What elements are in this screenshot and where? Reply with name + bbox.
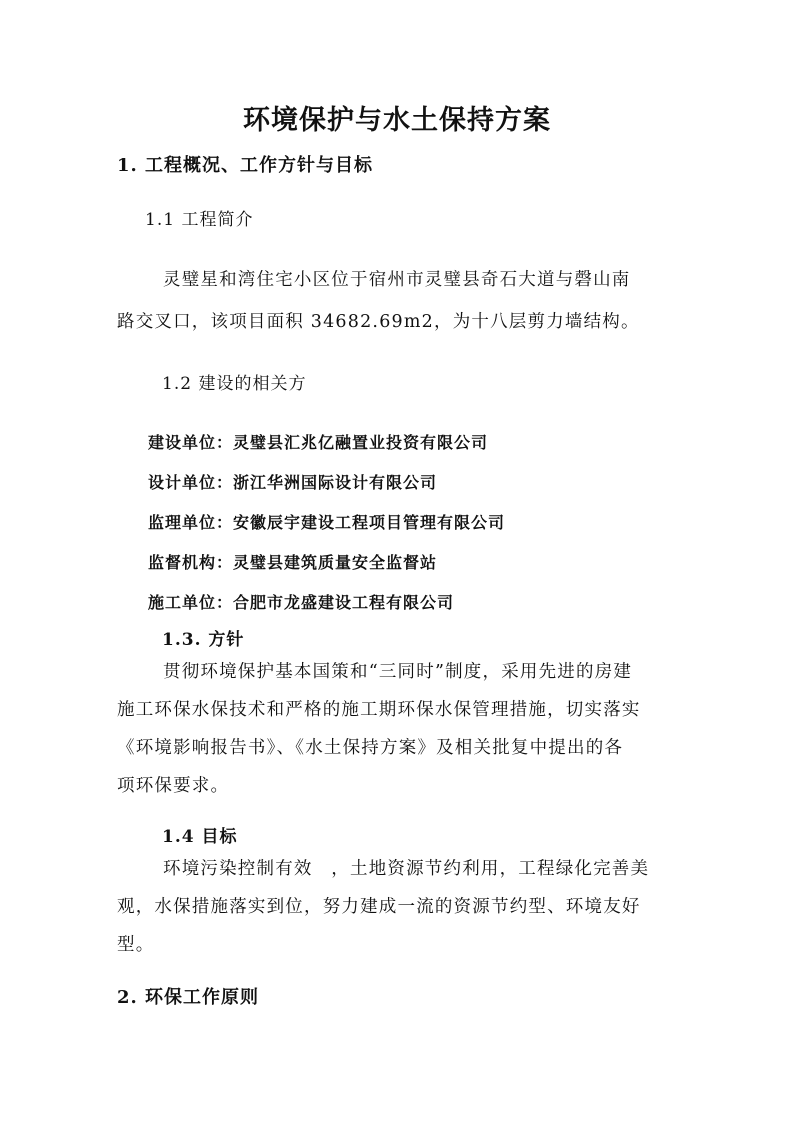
paragraph-line: 环境污染控制有效 ，土地资源节约利用，工程绿化完善美 bbox=[163, 859, 650, 879]
party-row-contractor bbox=[148, 590, 454, 613]
party-label: 施工单位： bbox=[148, 593, 234, 612]
party-value: 安徽辰宇建设工程项目管理有限公司 bbox=[233, 513, 506, 532]
paragraph-line: 路交叉口，该项目面积 34682.69m2，为十八层剪力墙结构。 bbox=[117, 312, 640, 332]
document-title: 环境保护与水土保持方案 bbox=[243, 105, 551, 136]
subsection-1-3-heading: 1.3. 方针 bbox=[162, 630, 245, 650]
party-row-construction bbox=[148, 430, 488, 453]
paragraph-line: 贯彻环境保护基本国策和“三同时”制度，采用先进的房建 bbox=[163, 662, 633, 682]
party-row-design bbox=[148, 470, 437, 493]
subsection-1-1-heading: 1.1 工程简介 bbox=[145, 210, 254, 230]
paragraph-line: 型。 bbox=[117, 935, 155, 955]
section-2-heading: 2. 环保工作原则 bbox=[117, 987, 260, 1008]
paragraph-line: 《环境影响报告书》、《水土保持方案》及相关批复中提出的各 bbox=[117, 738, 624, 758]
party-row-oversight bbox=[148, 550, 437, 573]
party-label: 监理单位： bbox=[148, 513, 234, 532]
party-value: 灵璧县汇兆亿融置业投资有限公司 bbox=[233, 433, 489, 452]
party-label: 设计单位： bbox=[148, 473, 234, 492]
party-value: 合肥市龙盛建设工程有限公司 bbox=[233, 593, 455, 612]
party-value: 浙江华洲国际设计有限公司 bbox=[233, 473, 438, 492]
paragraph-line: 项环保要求。 bbox=[117, 776, 230, 796]
paragraph-line: 施工环保水保技术和严格的施工期环保水保管理措施，切实落实 bbox=[117, 700, 641, 720]
party-label: 监督机构： bbox=[148, 553, 234, 572]
party-value: 灵璧县建筑质量安全监督站 bbox=[233, 553, 438, 572]
section-1-heading: 1. 工程概况、工作方针与目标 bbox=[117, 155, 374, 176]
party-row-supervision bbox=[148, 510, 505, 533]
party-label: 建设单位： bbox=[148, 433, 234, 452]
subsection-1-4-heading: 1.4 目标 bbox=[162, 827, 238, 847]
paragraph-line: 灵璧星和湾住宅小区位于宿州市灵璧县奇石大道与磬山南 bbox=[163, 270, 631, 290]
subsection-1-2-heading: 1.2 建设的相关方 bbox=[162, 374, 307, 394]
paragraph-line: 观，水保措施落实到位，努力建成一流的资源节约型、环境友好 bbox=[117, 897, 641, 917]
